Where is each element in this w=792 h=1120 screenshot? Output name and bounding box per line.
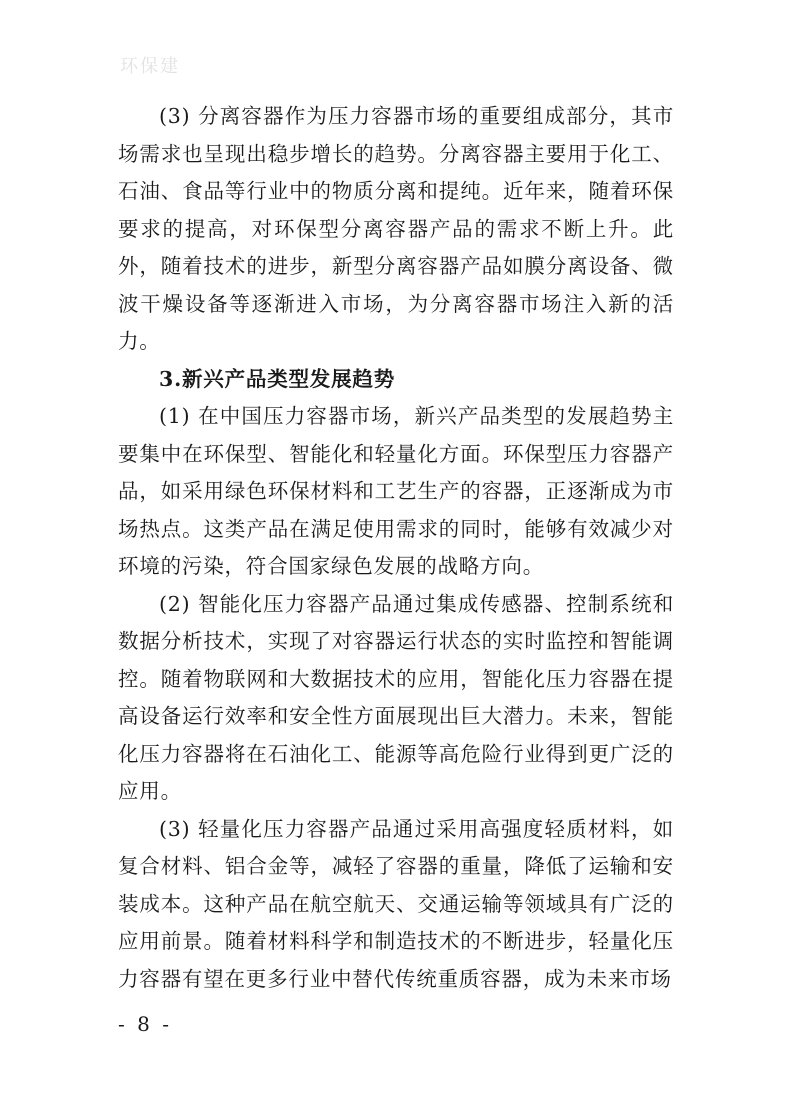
paragraph-intelligent-vessels: (2) 智能化压力容器产品通过集成传感器、控制系统和数据分析技术，实现了对容器运行状态的实时监控和智能调控。随着物联网和大数据技术的应用，智能化压力容器在提高设备运行效率和安全性方面展现出巨大潜力。未来，智能化压力容器将在石油化工、能源等高危险行业得到更广泛的应用。: [118, 591, 674, 803]
section-heading: 3.新兴产品类型发展趋势: [159, 366, 396, 391]
paragraph-separation-vessels: (3) 分离容器作为压力容器市场的重要组成部分，其市场需求也呈现出稳步增长的趋势。分离容器主要用于化工、石油、食品等行业中的物质分离和提纯。近年来，随着环保要求的提高，对环保型分离容器产品的需求不断上升。此外，随着技术的进步，新型分离容器产品如膜分离设备、微波干燥设备等逐渐进入市场，为分离容器市场注入新的活力。: [118, 104, 674, 353]
faint-header-text: 环保建: [120, 56, 180, 77]
page-number: - 8 -: [118, 1012, 172, 1036]
paragraph-lightweight-vessels: (3) 轻量化压力容器产品通过采用高强度轻质材料，如复合材料、铝合金等，减轻了容器的重量，降低了运输和安装成本。这种产品在航空航天、交通运输等领域具有广泛的应用前景。随着材料科学和制造技术的不断进步，轻量化压力容器有望在更多行业中替代传统重质容器，成为未来市场: [118, 816, 674, 991]
paragraph-emerging-trends: (1) 在中国压力容器市场，新兴产品类型的发展趋势主要集中在环保型、智能化和轻量化方面。环保型压力容器产品，如采用绿色环保材料和工艺生产的容器，正逐渐成为市场热点。这类产品在满足使用需求的同时，能够有效减少对环境的污染，符合国家绿色发展的战略方向。: [118, 404, 674, 578]
document-body: [118, 98, 674, 998]
